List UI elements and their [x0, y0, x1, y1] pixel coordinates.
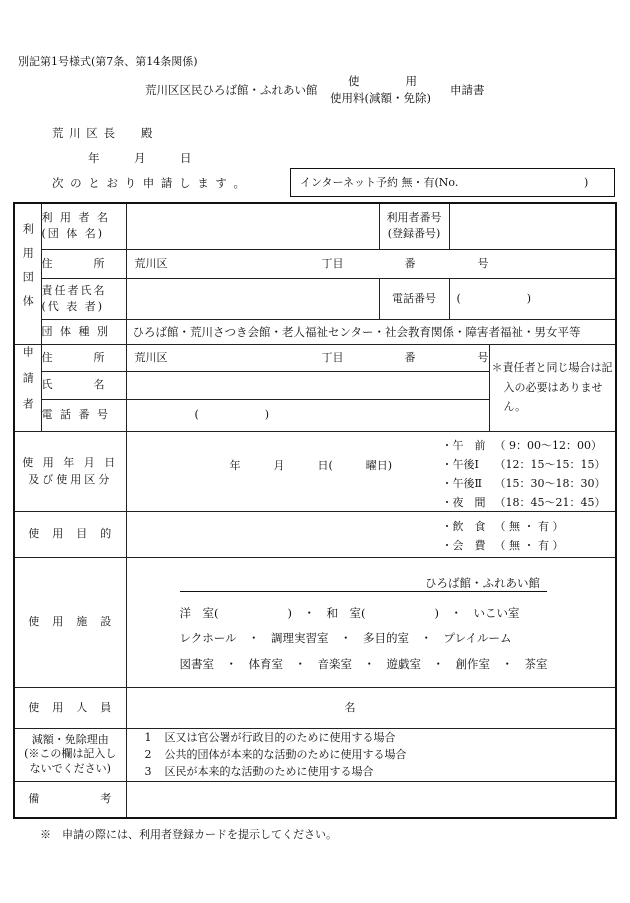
time-slot-name: ・夜 間: [441, 495, 486, 509]
purpose-label: 使 用 目 的: [14, 511, 126, 557]
user-address-ban: 番: [404, 256, 416, 270]
representative-label-line1: 責任者氏名: [41, 283, 107, 297]
reduction-label: [14, 728, 126, 781]
user-number-label-line1: 利用者番号: [386, 211, 442, 225]
applicant-address-field: [126, 344, 489, 371]
purpose-name: ・飲 食: [441, 519, 486, 533]
time-slot-morning: [442, 436, 606, 455]
reduction-reason-3: [145, 763, 616, 780]
applicant-phone-field: [126, 399, 489, 431]
reason-number: 3: [144, 765, 152, 778]
applicant-address-ward: 荒川区: [134, 350, 168, 364]
request-statement: 次 の と お り 申 請 し ま す 。: [52, 176, 247, 190]
purpose-options: （ 無 ・ 有 ）: [494, 519, 564, 533]
applicant-address-ban: 番: [404, 350, 416, 364]
user-address-ward: 荒川区: [134, 256, 168, 270]
remarks-field: [126, 781, 616, 818]
applicant-name-field: [126, 371, 489, 399]
time-slot-afternoon-2: [442, 474, 606, 493]
representative-field: [126, 278, 379, 319]
time-slot-hours: （15：30～18：30）: [494, 476, 606, 490]
group-type-options: ひろば館・荒川さつき会館・老人福祉センター・社会教育関係・障害者福祉・男女平等: [126, 319, 616, 344]
footer-note: ※ 申請の際には、利用者登録カードを提示してください。: [40, 828, 337, 841]
attendees-unit: 名: [344, 700, 356, 714]
user-number-field: [449, 203, 616, 249]
internet-reservation-box: [290, 168, 615, 197]
time-slot-hours: （ 9：00～12：00）: [494, 438, 602, 452]
purpose-field: [126, 511, 616, 557]
attendees-label: 使 用 人 員: [14, 687, 126, 728]
application-form-table: [13, 202, 617, 819]
reason-text: 公共的団体が本来的な活動のために使用する場合: [164, 748, 407, 761]
purpose-list: [442, 517, 564, 555]
reason-text: 区民が本来的な活動のために使用する場合: [164, 765, 374, 778]
purpose-name: ・会 費: [441, 538, 486, 552]
time-slot-list: [442, 436, 606, 512]
user-address-label: 住 所: [41, 249, 126, 278]
applicant-section-label: [14, 344, 41, 431]
facilities-row-rooms: 洋 室( ) ・ 和 室( ) ・ いこい室: [179, 605, 520, 620]
internet-reservation-close-paren: ): [584, 176, 589, 189]
time-slot-name: ・午後Ⅰ: [441, 457, 479, 471]
time-slot-evening: [442, 493, 606, 512]
addressee: 荒 川 区 長 殿: [52, 126, 154, 140]
facilities-row-halls: レクホール ・ 調理実習室 ・ 多目的室 ・ プレイルーム: [179, 630, 512, 645]
user-phone-label: 電話番号: [379, 278, 449, 319]
user-number-label-line2: (登録番号): [387, 227, 441, 241]
applicant-address-chome: 丁目: [321, 350, 344, 364]
title-fee: 使用料(減額・免除): [330, 91, 431, 105]
remarks-label: 備 考: [14, 781, 126, 818]
schedule-label: [14, 431, 126, 511]
user-address-field: [126, 249, 616, 278]
reason-text: 区又は官公署が行政目的のために使用する場合: [164, 731, 396, 744]
user-group-section-label: [14, 203, 41, 344]
application-date: 年 月 日: [88, 151, 192, 165]
user-number-label: [379, 203, 449, 249]
reduction-label-title: 減額・免除理由: [31, 732, 109, 746]
schedule-field: [126, 431, 616, 511]
representative-label-line2: (代 表 者): [41, 299, 105, 313]
applicant-address-label: 住 所: [41, 344, 126, 371]
reason-number: 1: [144, 731, 152, 744]
user-phone-value: ( ): [456, 291, 532, 305]
reduction-reason-2: [145, 746, 616, 763]
time-slot-name: ・午後Ⅱ: [441, 476, 482, 490]
internet-reservation-label: インターネット予約 無・有(No.: [300, 176, 459, 189]
schedule-date: 年 月 日( 曜日): [229, 458, 393, 472]
reduction-label-note: (※この欄は記入しないでください): [24, 747, 117, 775]
purpose-food-drink: [442, 517, 564, 536]
user-name-label: [41, 203, 126, 249]
attendees-field: [126, 687, 616, 728]
schedule-label-line2: 及び使用区分: [28, 473, 113, 486]
user-address-go: 号: [477, 256, 489, 270]
user-address-chome: 丁目: [321, 256, 344, 270]
purpose-options: （ 無 ・ 有 ）: [494, 538, 564, 552]
user-phone-field: [449, 278, 616, 319]
applicant-note: ＊責任者と同じ場合は記入の必要はありません。: [489, 344, 616, 431]
time-slot-hours: （12：15～15：15）: [494, 457, 606, 471]
applicant-name-label: 氏 名: [41, 371, 126, 399]
group-type-label: 団 体 種 別: [41, 319, 126, 344]
facilities-label: 使 用 施 設: [14, 557, 126, 687]
user-name-label-line2: (団 体 名): [41, 227, 105, 241]
applicant-section-text: 申請者: [21, 346, 35, 424]
facilities-heading: ひろば館・ふれあい館: [425, 575, 540, 590]
facilities-field: [126, 557, 616, 687]
time-slot-name: ・午 前: [441, 438, 486, 452]
form-number: 別記第1号様式(第7条、第14条関係): [18, 55, 198, 68]
time-slot-afternoon-1: [442, 455, 606, 474]
facilities-heading-underline: [180, 591, 547, 592]
applicant-phone-value: ( ): [194, 408, 270, 421]
facility-name: 荒川区区民ひろば館・ふれあい館: [145, 83, 318, 97]
applicant-address-go: 号: [477, 350, 489, 364]
user-name-field: [126, 203, 379, 249]
reduction-reasons: [126, 728, 616, 781]
schedule-label-line1: 使 用 年 月 日: [22, 456, 119, 469]
representative-label: [41, 278, 126, 319]
title-suffix: 申請書: [450, 83, 485, 97]
facilities-row-activity-rooms: 図書室 ・ 体育室 ・ 音楽室 ・ 遊戯室 ・ 創作室 ・ 茶室: [179, 656, 548, 671]
reason-number: 2: [144, 748, 152, 761]
applicant-phone-label: 電 話 番 号: [41, 399, 126, 431]
purpose-fee: [442, 536, 564, 555]
user-group-section-text: 利用団体: [21, 223, 35, 320]
user-name-label-line1: 利 用 者 名: [41, 211, 110, 225]
reduction-reason-1: [145, 729, 616, 746]
title-use: 使 用: [348, 74, 417, 88]
time-slot-hours: （18：45～21：45）: [494, 495, 606, 509]
